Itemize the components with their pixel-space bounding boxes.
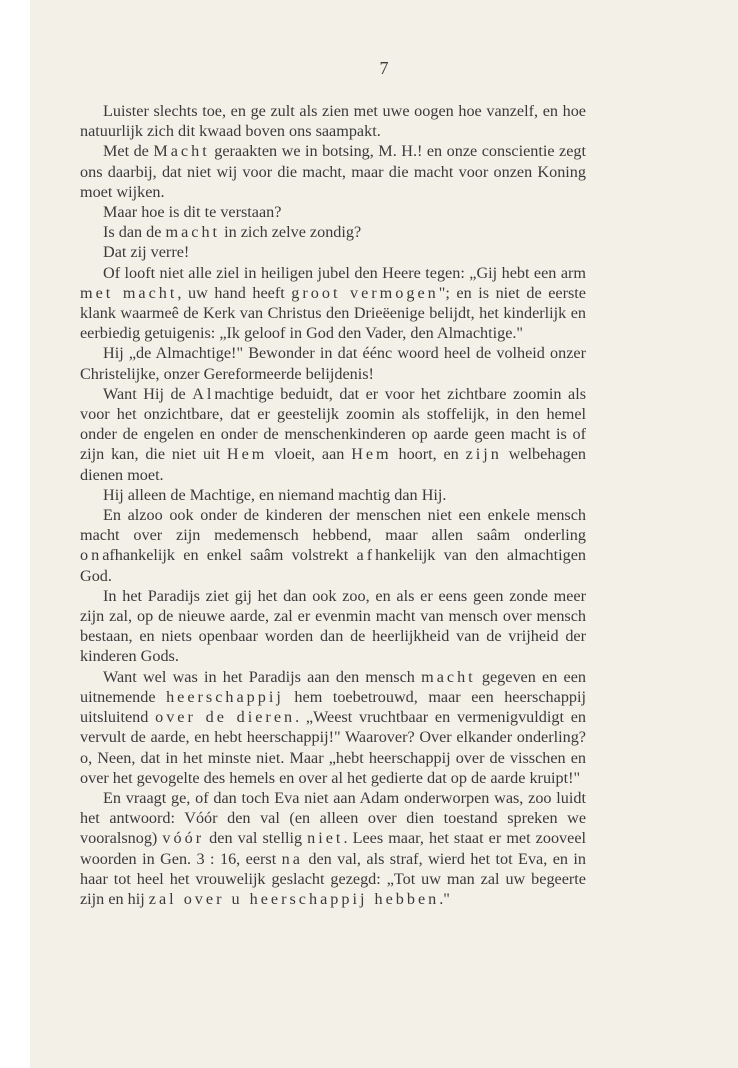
emphasized-text: Al	[192, 384, 215, 403]
text-run: machtige beduidt, dat er voor het zichtbare zoomin als voor het onzichtbare, dat er geestelijk zoomin als stoffelijk, in den hemel onder de engelen en onder de menschenkinderen op aarde geen macht is of zijn kan, die niet uit	[80, 384, 586, 464]
text-run: gegeven en een uitnemende	[80, 667, 587, 706]
text-run: afhankelijk en enkel saâm volstrekt	[102, 546, 357, 565]
emphasized-text: macht	[421, 667, 476, 686]
text-run: Met de	[103, 142, 154, 161]
text-run: En alzoo ook onder de kinderen der menschen niet een enkele mensch macht over zijn medemensch hebbend, maar allen saâm onderling	[80, 506, 586, 545]
paragraph	[80, 667, 586, 788]
text-run: Hij alleen de Machtige, en niemand machtig dan Hij.	[103, 485, 447, 504]
text-run: . „Weest vruchtbaar en vermenigvuldigt en vervult de aarde, en hebt heerschappij!" Waarover? Over elkander onderling? o, Neen, dat in het minste niet. Maar „hebt heerschappij over de visschen en over het gevogelte des hemels en over al het gedierte dat op de aarde kruipt!"	[80, 708, 586, 787]
text-run: hoort, en	[391, 445, 466, 464]
text-run: hem toebetrouwd, maar een heerschappij uitsluitend	[80, 687, 587, 727]
emphasized-text: zijn	[465, 445, 502, 464]
emphasized-text: Hem	[226, 445, 268, 464]
emphasized-text: over de dieren	[155, 708, 296, 727]
text-run: geraakten we in botsing, M. H.! en onze conscientie zegt ons daarbij, dat niet wij voor die macht, maar die macht voor onzen Koning moet wijken.	[80, 142, 586, 201]
emphasized-text: heerschappij	[166, 687, 284, 706]
text-run: "; en is niet de eerste klank waarmeê de Kerk van Christus den Drieëenige belijdt, het kinderlijk en eerbiedig getuigenis: „Ik geloof in God den Vader, den Almachtige."	[80, 283, 586, 343]
emphasized-text: macht	[165, 223, 221, 242]
text-run: welbehagen dienen moet.	[80, 445, 586, 484]
book-page	[30, 0, 738, 1068]
text-run: in zich zelve zondig?	[220, 223, 362, 242]
text-run: vloeit, aan	[267, 445, 352, 464]
paragraph	[80, 202, 586, 222]
emphasized-text: na	[281, 849, 303, 868]
emphasized-text: on	[80, 546, 103, 565]
paragraph	[80, 101, 586, 141]
paragraph	[80, 788, 586, 909]
text-run: hankelijk van den almachtigen God.	[80, 546, 586, 585]
emphasized-text: met macht	[80, 283, 178, 302]
emphasized-text: af	[356, 546, 376, 565]
paragraph	[80, 485, 586, 505]
text-run: Hij „de Almachtige!" Bewonder in dat éénc woord heel de volheid onzer Christelijke, onzer Gereformeerde belijdenis!	[80, 344, 586, 383]
text-run: Of looft niet alle ziel in heiligen jubel den Heere tegen: „Gij hebt een arm	[103, 263, 586, 282]
paragraph	[80, 263, 586, 344]
emphasized-text: Hem	[351, 445, 392, 464]
paragraph	[80, 222, 586, 242]
text-run: Luister slechts toe, en ge zult als zien met uwe oogen hoe vanzelf, en hoe natuurlijk zich dit kwaad boven ons saampakt.	[80, 102, 586, 141]
text-run: Is dan de	[103, 223, 166, 242]
emphasized-text: groot vermogen	[291, 283, 439, 302]
text-run: Dat zij verre!	[103, 243, 190, 262]
text-run: In het Paradijs ziet gij het dan ook zoo, en als er eens geen zonde meer zijn zal, op de nieuwe aarde, zal er evenmin macht van mensch over mensch bestaan, en niets openbaar worden dan de heerlijkheid van de vrijheid der kinderen Gods.	[80, 586, 586, 666]
emphasized-text: niet	[307, 829, 344, 848]
text-run: den val, als straf, wierd het tot Eva, en in haar tot heel het vrouwelijk geslacht gezegd: „Tot uw man zal uw begeerte zijn en hij	[80, 849, 586, 908]
page-number: 7	[379, 58, 389, 78]
text-run: Want Hij de	[103, 384, 193, 403]
paragraph	[80, 242, 586, 262]
text-run: den val stellig	[204, 829, 308, 848]
emphasized-text: zal over u heerschappij hebben	[148, 889, 440, 908]
text-run: Want wel was in het Paradijs aan den mensch	[103, 667, 422, 686]
text-run: , uw hand heeft	[177, 283, 292, 302]
paragraph	[80, 586, 586, 667]
emphasized-text: vóór	[162, 829, 205, 848]
emphasized-text: Macht	[153, 142, 210, 161]
text-run: En vraagt ge, of dan toch Eva niet aan Adam onderworpen was, zoo luidt het antwoord: Vóór den val (en alleen over dien toestand spreken we vooralsnog)	[80, 788, 586, 848]
paragraph	[80, 384, 586, 485]
paragraph	[80, 141, 586, 202]
paragraph	[80, 343, 586, 383]
text-run: Maar hoe is dit te verstaan?	[103, 203, 282, 222]
body-text	[80, 101, 586, 909]
paragraph	[80, 505, 586, 586]
text-run: ."	[439, 889, 450, 908]
text-run: . Lees maar, het staat er met zooveel woorden in Gen. 3 : 16, eerst	[80, 829, 587, 868]
